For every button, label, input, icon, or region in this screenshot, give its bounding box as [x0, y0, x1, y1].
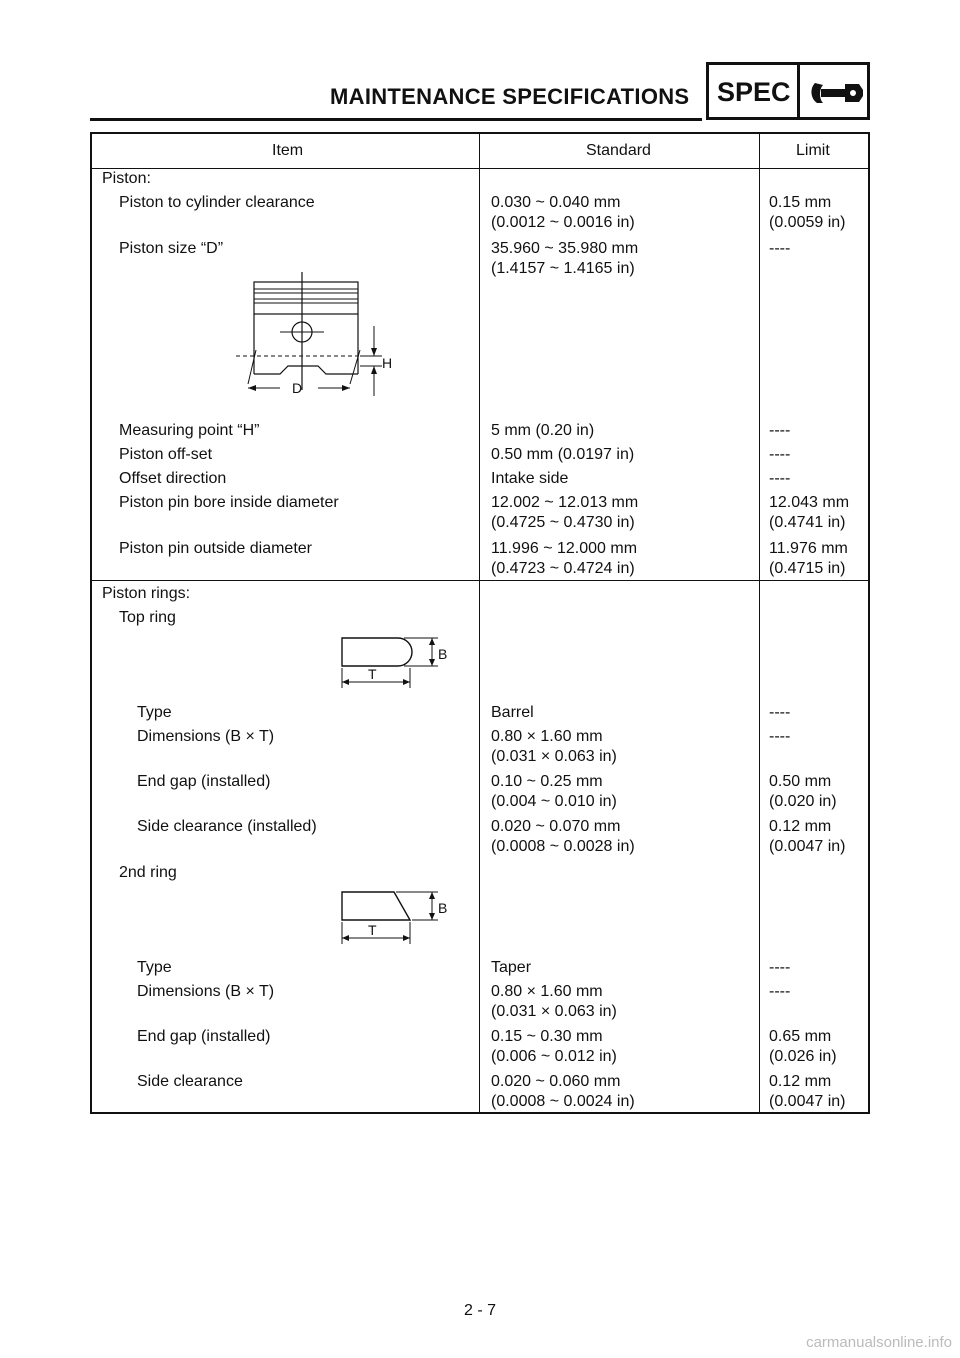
- diagram-label-t: T: [368, 666, 377, 682]
- row-standard: 0.020 ~ 0.060 mm: [491, 1073, 621, 1090]
- row-standard: (1.4157 ~ 1.4165 in): [491, 260, 635, 277]
- header-rule: [90, 118, 702, 121]
- row-limit: ----: [769, 240, 791, 257]
- row-item: Type: [137, 704, 172, 721]
- row-standard: (0.0008 ~ 0.0028 in): [491, 838, 635, 855]
- row-item: Side clearance: [137, 1073, 243, 1090]
- row-item: Dimensions (B × T): [137, 983, 275, 1000]
- row-standard: Taper: [491, 959, 532, 976]
- row-limit: ----: [769, 446, 791, 463]
- top-ring-diagram: [332, 630, 462, 694]
- section-divider: [92, 580, 868, 581]
- watermark: carmanualsonline.info: [806, 1334, 952, 1351]
- subsection-heading-second-ring: 2nd ring: [119, 864, 177, 881]
- row-limit: ----: [769, 959, 791, 976]
- row-standard: 11.996 ~ 12.000 mm: [491, 540, 638, 557]
- row-standard: (0.006 ~ 0.012 in): [491, 1048, 617, 1065]
- row-standard: (0.0008 ~ 0.0024 in): [491, 1093, 635, 1110]
- row-standard: 0.10 ~ 0.25 mm: [491, 773, 603, 790]
- row-limit: (0.0047 in): [769, 838, 846, 855]
- diagram-label-b: B: [438, 646, 448, 662]
- piston-diagram: [222, 270, 412, 400]
- spec-divider: [797, 65, 800, 117]
- diagram-label-d: D: [292, 380, 303, 396]
- row-item: Piston pin bore inside diameter: [119, 494, 339, 511]
- row-item: End gap (installed): [137, 1028, 271, 1045]
- row-standard: 0.80 × 1.60 mm: [491, 728, 603, 745]
- spec-table: [90, 132, 870, 1114]
- row-limit: (0.4741 in): [769, 514, 846, 531]
- row-limit: 0.50 mm: [769, 773, 832, 790]
- column-divider: [759, 134, 760, 1112]
- row-limit: ----: [769, 470, 791, 487]
- diagram-label-h: H: [382, 355, 393, 371]
- row-item: Piston off-set: [119, 446, 213, 463]
- row-standard: 0.020 ~ 0.070 mm: [491, 818, 621, 835]
- column-header-standard: Standard: [586, 142, 651, 159]
- table-header: [92, 134, 868, 169]
- row-standard: (0.4725 ~ 0.4730 in): [491, 514, 635, 531]
- row-item: Piston size “D”: [119, 240, 224, 257]
- column-divider: [479, 134, 480, 1112]
- row-standard: 5 mm (0.20 in): [491, 422, 595, 439]
- row-limit: (0.020 in): [769, 793, 837, 810]
- row-limit: 0.15 mm: [769, 194, 832, 211]
- row-standard: (0.4723 ~ 0.4724 in): [491, 560, 635, 577]
- row-item: Measuring point “H”: [119, 422, 260, 439]
- section-heading-piston: Piston:: [102, 170, 151, 187]
- row-standard: 0.80 × 1.60 mm: [491, 983, 603, 1000]
- row-item: Side clearance (installed): [137, 818, 317, 835]
- second-ring-diagram: [332, 886, 462, 950]
- row-limit: ----: [769, 728, 791, 745]
- row-standard: (0.031 × 0.063 in): [491, 748, 617, 765]
- row-item: Piston pin outside diameter: [119, 540, 312, 557]
- row-standard: Barrel: [491, 704, 534, 721]
- row-limit: (0.0047 in): [769, 1093, 846, 1110]
- row-standard: (0.0012 ~ 0.0016 in): [491, 214, 635, 231]
- row-standard: (0.004 ~ 0.010 in): [491, 793, 617, 810]
- row-limit: 0.12 mm: [769, 1073, 832, 1090]
- section-heading-piston-rings: Piston rings:: [102, 585, 191, 602]
- row-limit: ----: [769, 422, 791, 439]
- page-title: MAINTENANCE SPECIFICATIONS: [330, 84, 690, 109]
- row-item: Type: [137, 959, 172, 976]
- row-limit: 0.65 mm: [769, 1028, 832, 1045]
- wrench-icon: [809, 79, 865, 107]
- spec-badge: [706, 62, 870, 120]
- row-item: End gap (installed): [137, 773, 271, 790]
- row-limit: ----: [769, 983, 791, 1000]
- row-limit: (0.4715 in): [769, 560, 846, 577]
- row-standard: 0.030 ~ 0.040 mm: [491, 194, 621, 211]
- row-item: Dimensions (B × T): [137, 728, 275, 745]
- row-limit: 11.976 mm: [769, 540, 848, 557]
- row-standard: Intake side: [491, 470, 569, 487]
- row-standard: 0.15 ~ 0.30 mm: [491, 1028, 603, 1045]
- row-item: Piston to cylinder clearance: [119, 194, 315, 211]
- diagram-label-b: B: [438, 900, 448, 916]
- row-limit: 0.12 mm: [769, 818, 832, 835]
- column-header-limit: Limit: [796, 142, 830, 159]
- row-limit: (0.026 in): [769, 1048, 837, 1065]
- row-standard: 12.002 ~ 12.013 mm: [491, 494, 639, 511]
- row-item: Offset direction: [119, 470, 227, 487]
- row-limit: (0.0059 in): [769, 214, 846, 231]
- row-standard: (0.031 × 0.063 in): [491, 1003, 617, 1020]
- row-standard: 0.50 mm (0.0197 in): [491, 446, 635, 463]
- row-limit: 12.043 mm: [769, 494, 850, 511]
- row-limit: ----: [769, 704, 791, 721]
- spec-label: SPEC: [717, 77, 791, 107]
- page-number: 2 - 7: [463, 1302, 496, 1319]
- diagram-label-t: T: [368, 922, 377, 938]
- subsection-heading-top-ring: Top ring: [119, 609, 176, 626]
- row-standard: 35.960 ~ 35.980 mm: [491, 240, 639, 257]
- column-header-item: Item: [272, 142, 304, 159]
